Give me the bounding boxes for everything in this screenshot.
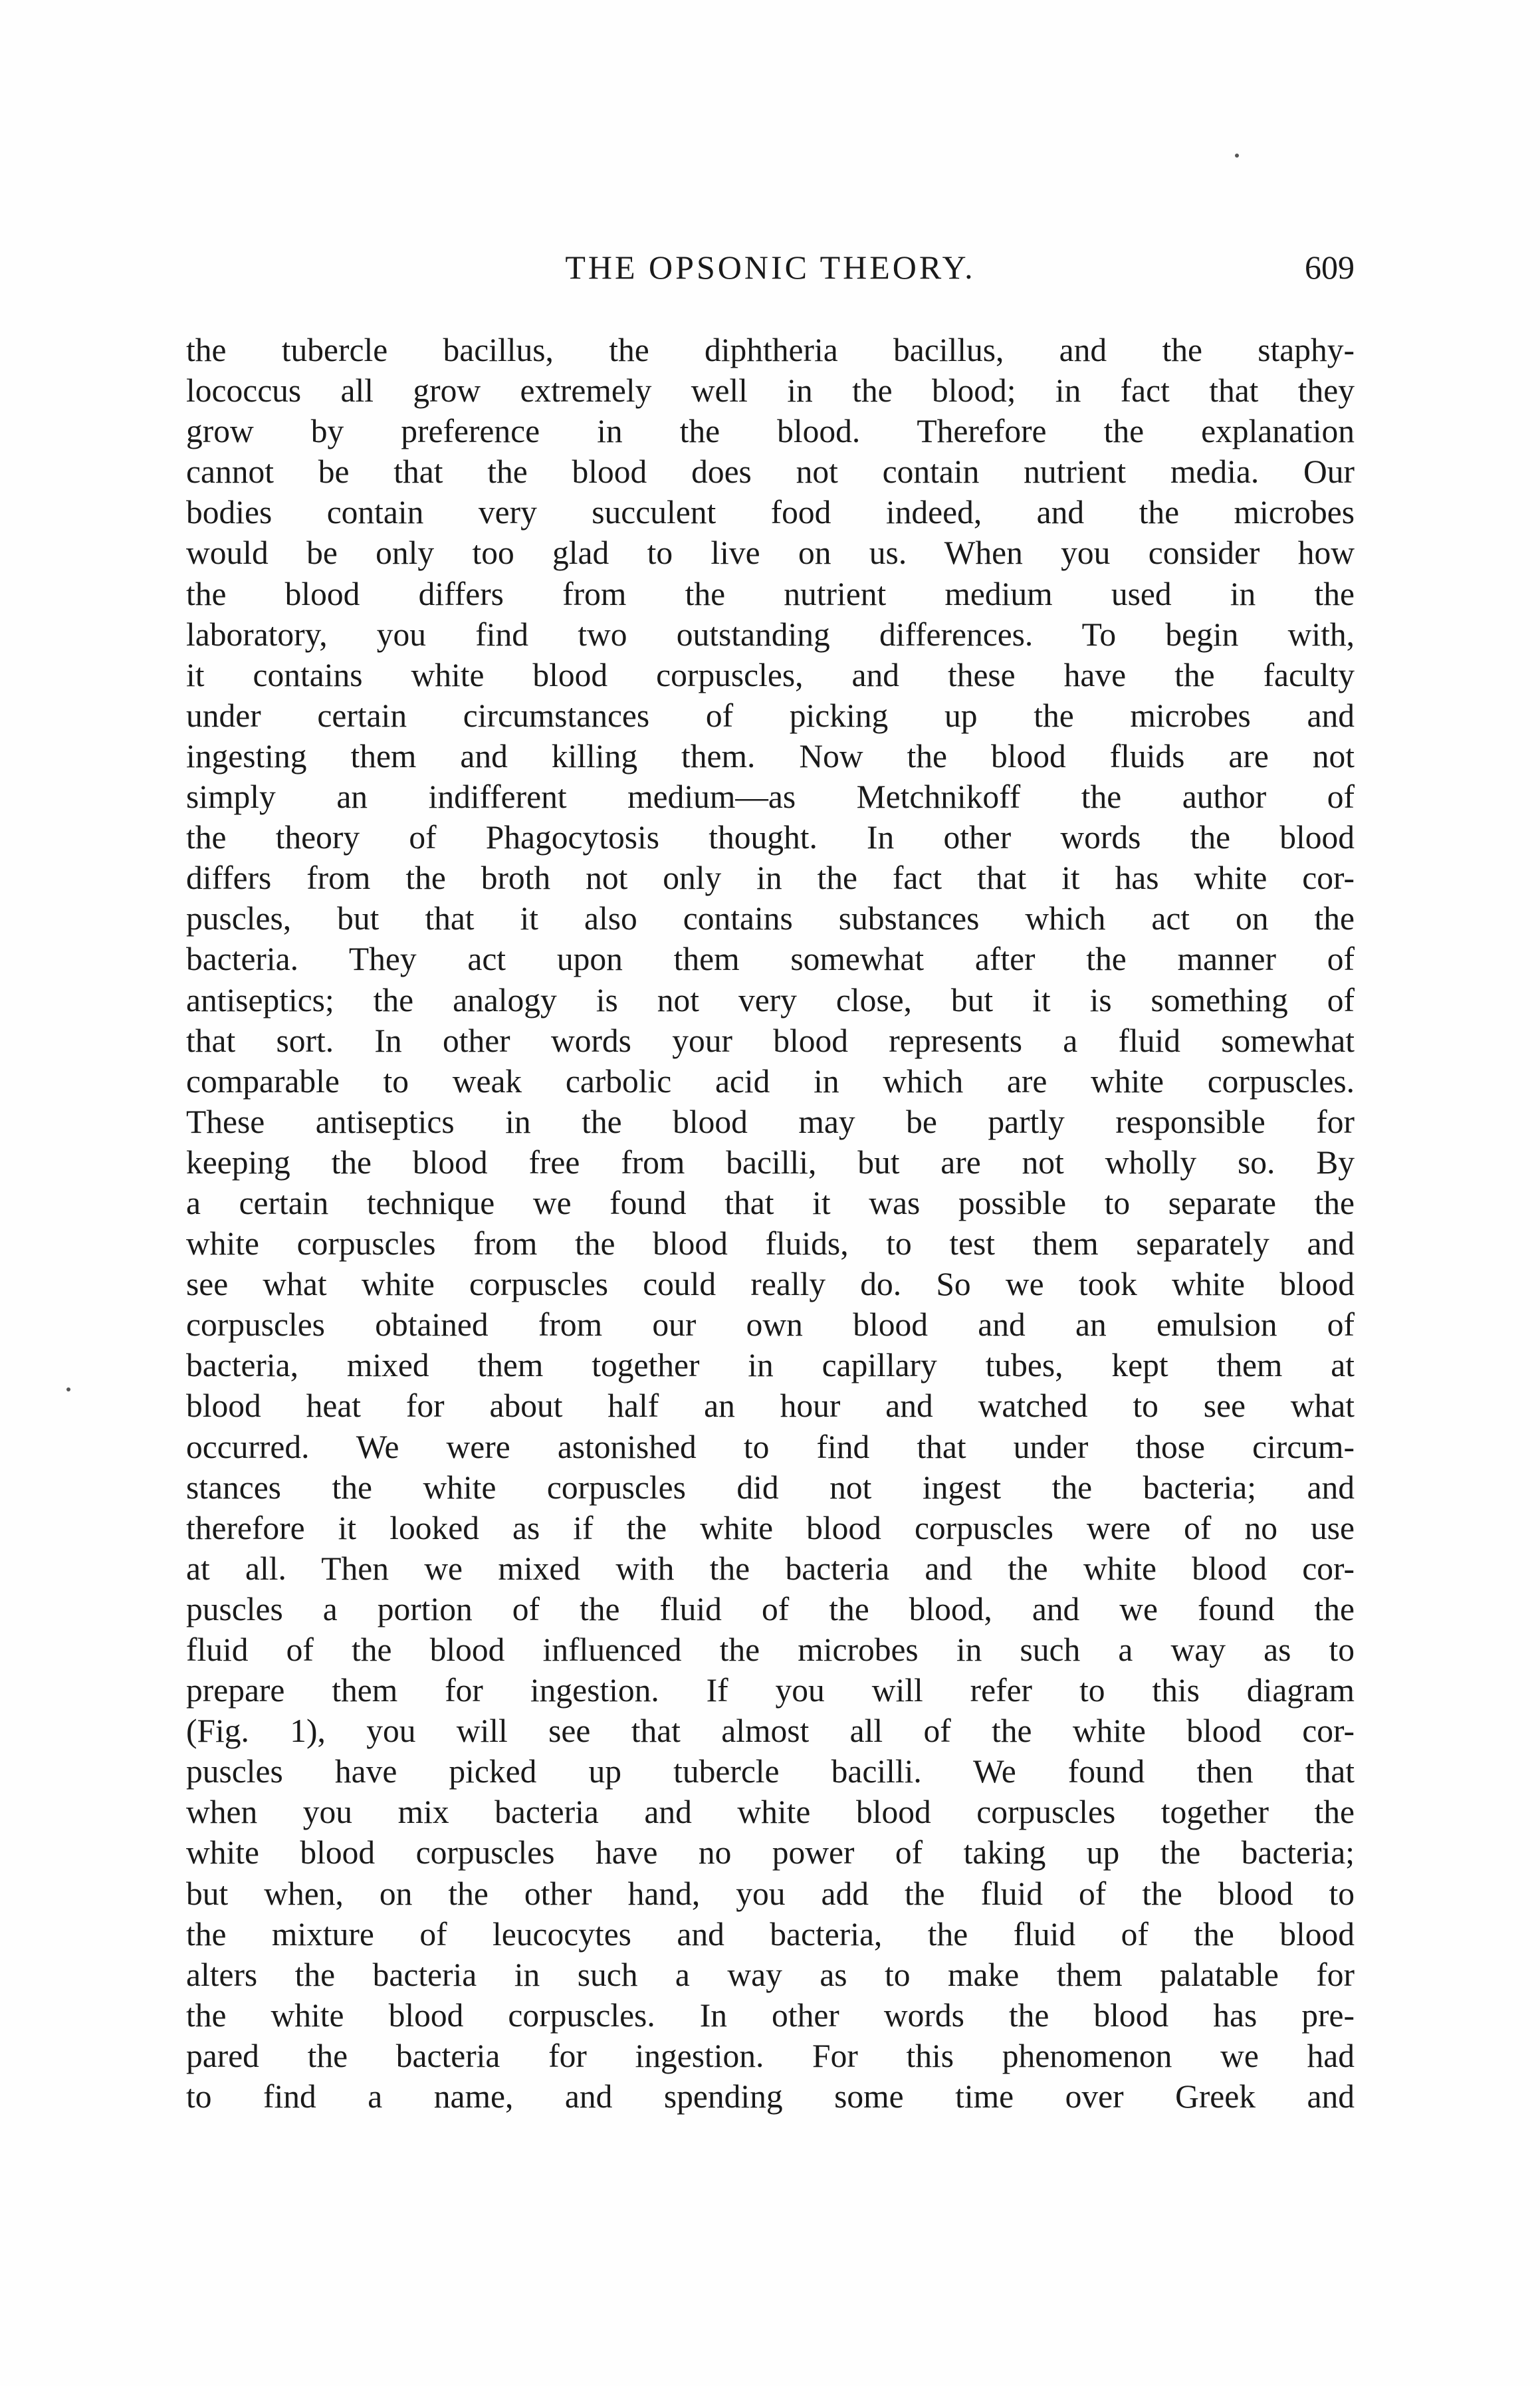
text-line: ingesting them and killing them. Now the blood fluids are not: [186, 737, 1355, 775]
text-line: at all. Then we mixed with the bacteria and the white blood cor-: [186, 1550, 1355, 1587]
text-line: keeping the blood free from bacilli, but are not wholly so. By: [186, 1143, 1355, 1181]
text-line: differs from the broth not only in the fact that it has white cor-: [186, 860, 1355, 897]
text-line: the theory of Phagocytosis thought. In other words the blood: [186, 819, 1355, 856]
text-line: (Fig. 1), you will see that almost all of the white blood cor-: [186, 1713, 1355, 1750]
paper-speck: [66, 1387, 70, 1391]
text-line: the tubercle bacillus, the diphtheria bacillus, and the staphy-: [186, 332, 1355, 368]
running-title: THE OPSONIC THEORY.: [565, 249, 976, 286]
text-line: bacteria. They act upon them somewhat after the manner of: [186, 941, 1355, 978]
text-line: lococcus all grow extremely well in the blood; in fact that they: [186, 372, 1355, 410]
page-header: [186, 247, 1355, 287]
text-line: puscles a portion of the fluid of the blood, and we found the: [186, 1590, 1355, 1627]
text-line: cannot be that the blood does not contain nutrient media. Our: [186, 453, 1355, 491]
text-line: laboratory, you find two outstanding differences. To begin with,: [186, 616, 1355, 653]
paper-speck: [1235, 154, 1239, 158]
text-line: These antiseptics in the blood may be partly responsible for: [186, 1103, 1355, 1140]
text-line: white blood corpuscles have no power of taking up the bacteria;: [186, 1834, 1355, 1871]
body-text: [186, 330, 1355, 2117]
text-line: prepare them for ingestion. If you will refer to this diagram: [186, 1672, 1355, 1709]
text-line: bacteria, mixed them together in capillary tubes, kept them at: [186, 1347, 1355, 1384]
text-line: white corpuscles from the blood fluids, to test them separately and: [186, 1225, 1355, 1262]
text-line: comparable to weak carbolic acid in which are white corpuscles.: [186, 1062, 1355, 1100]
text-line: occurred. We were astonished to find that under those circum-: [186, 1428, 1355, 1465]
text-line: puscles have picked up tubercle bacilli. We found then that: [186, 1753, 1355, 1790]
text-line: but when, on the other hand, you add the fluid of the blood to: [186, 1875, 1355, 1912]
text-line: corpuscles obtained from our own blood and an emulsion of: [186, 1306, 1355, 1344]
text-line: the mixture of leucocytes and bacteria, the fluid of the blood: [186, 1915, 1355, 1953]
text-line: pared the bacteria for ingestion. For this phenomenon we had: [186, 2037, 1355, 2074]
text-line: alters the bacteria in such a way as to make them palatable for: [186, 1956, 1355, 1993]
text-line: puscles, but that it also contains substances which act on the: [186, 900, 1355, 937]
text-line: would be only too glad to live on us. When you consider how: [186, 535, 1355, 572]
text-line: fluid of the blood influenced the microbes in such a way as to: [186, 1631, 1355, 1668]
text-line: a certain technique we found that it was possible to separate the: [186, 1184, 1355, 1221]
text-line: the white blood corpuscles. In other words the blood has pre-: [186, 1996, 1355, 2034]
text-line: that sort. In other words your blood represents a fluid somewhat: [186, 1022, 1355, 1059]
text-line: stances the white corpuscles did not ingest the bacteria; and: [186, 1469, 1355, 1506]
text-line: grow by preference in the blood. Therefore the explanation: [186, 413, 1355, 450]
text-line: the blood differs from the nutrient medium used in the: [186, 575, 1355, 612]
text-line: therefore it looked as if the white blood corpuscles were of no use: [186, 1509, 1355, 1546]
text-line: under certain circumstances of picking up the microbes and: [186, 697, 1355, 734]
text-line: to find a name, and spending some time over Greek and: [186, 2078, 1355, 2115]
text-line: it contains white blood corpuscles, and these have the faculty: [186, 656, 1355, 693]
page-number: 609: [1305, 249, 1355, 286]
text-line: blood heat for about half an hour and watched to see what: [186, 1387, 1355, 1425]
text-line: see what white corpuscles could really do. So we took white blood: [186, 1266, 1355, 1303]
text-line: simply an indifferent medium—as Metchnikoff the author of: [186, 778, 1355, 816]
text-line: antiseptics; the analogy is not very close, but it is something of: [186, 981, 1355, 1018]
text-line: bodies contain very succulent food indeed, and the microbes: [186, 494, 1355, 531]
text-line: when you mix bacteria and white blood corpuscles together the: [186, 1794, 1355, 1831]
